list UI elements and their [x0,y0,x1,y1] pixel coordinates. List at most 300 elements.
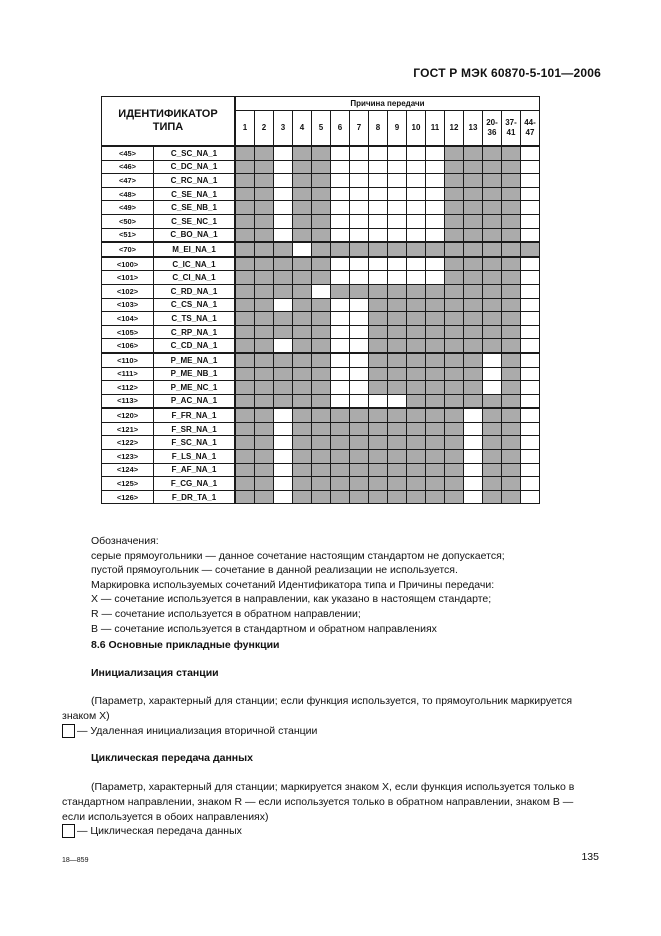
disallowed-cell [445,463,464,477]
marking-cell[interactable] [407,271,426,285]
disallowed-cell [407,381,426,395]
marking-cell[interactable] [521,339,540,353]
disallowed-cell [235,436,255,450]
marking-cell[interactable] [483,353,502,367]
table-row [102,367,540,381]
marking-cell[interactable] [350,394,369,408]
disallowed-cell [235,381,255,395]
type-name-cell: C_CI_NA_1 [154,271,236,285]
cyclic-transfer-label: — Циклическая передача данных [77,825,242,837]
marking-cell[interactable] [274,228,293,242]
marking-cell[interactable] [350,381,369,395]
marking-cell[interactable] [521,174,540,188]
marking-cell[interactable] [426,214,445,228]
disallowed-cell [445,436,464,450]
disallowed-cell [483,312,502,326]
disallowed-cell [235,477,255,491]
disallowed-cell [312,339,331,353]
disallowed-cell [464,214,483,228]
marking-cell[interactable] [274,160,293,174]
type-name-cell: C_RP_NA_1 [154,325,236,339]
disallowed-cell [502,477,521,491]
type-code-cell: <124> [102,463,154,477]
disallowed-cell [464,298,483,312]
marking-cell[interactable] [331,187,350,201]
type-name-cell: C_CS_NA_1 [154,298,236,312]
disallowed-cell [293,201,312,215]
marking-cell[interactable] [426,174,445,188]
type-code-cell: <47> [102,174,154,188]
disallowed-cell [331,242,350,257]
type-cause-table-wrapper [101,96,540,504]
marking-cell[interactable] [388,394,407,408]
marking-cell[interactable] [521,284,540,298]
marking-cell[interactable] [521,436,540,450]
disallowed-cell [445,422,464,436]
disallowed-cell [445,284,464,298]
marking-cell[interactable] [407,201,426,215]
disallowed-cell [502,381,521,395]
disallowed-cell [407,367,426,381]
disallowed-cell [388,325,407,339]
disallowed-cell [483,201,502,215]
marking-cell[interactable] [426,146,445,160]
marking-cell[interactable] [350,214,369,228]
table-row [102,490,540,504]
marking-cell[interactable] [521,312,540,326]
marking-cell[interactable] [331,174,350,188]
disallowed-cell [255,312,274,326]
type-name-cell: F_DR_TA_1 [154,490,236,504]
type-name-cell: C_SC_NA_1 [154,146,236,160]
marking-cell[interactable] [521,228,540,242]
cyclic-para-line3: если используется в обоих направлениях) [62,811,269,823]
marking-cell[interactable] [331,298,350,312]
marking-cell[interactable] [274,201,293,215]
disallowed-cell [255,271,274,285]
marking-cell[interactable] [464,477,483,491]
disallowed-cell [312,271,331,285]
marking-cell[interactable] [331,214,350,228]
disallowed-cell [293,436,312,450]
disallowed-cell [502,463,521,477]
marking-cell[interactable] [521,271,540,285]
cause-column-header: 11 [426,111,445,147]
disallowed-cell [464,174,483,188]
marking-cell[interactable] [464,450,483,464]
disallowed-cell [293,463,312,477]
marking-cell[interactable] [407,257,426,271]
marking-cell[interactable] [350,201,369,215]
disallowed-cell [235,146,255,160]
disallowed-cell [255,367,274,381]
disallowed-cell [235,298,255,312]
marking-cell[interactable] [331,339,350,353]
cause-column-header: 6 [331,111,350,147]
disallowed-cell [369,381,388,395]
disallowed-cell [293,477,312,491]
footer-print-mark: 18—859 [62,857,89,864]
type-name-cell: C_SE_NC_1 [154,214,236,228]
disallowed-cell [255,257,274,271]
marking-cell[interactable] [388,271,407,285]
disallowed-cell [350,242,369,257]
disallowed-cell [464,201,483,215]
disallowed-cell [274,325,293,339]
disallowed-cell [255,477,274,491]
marking-cell[interactable] [521,298,540,312]
disallowed-cell [464,160,483,174]
disallowed-cell [312,146,331,160]
disallowed-cell [388,367,407,381]
marking-cell[interactable] [407,174,426,188]
disallowed-cell [388,284,407,298]
disallowed-cell [464,271,483,285]
disallowed-cell [235,450,255,464]
disallowed-cell [312,408,331,422]
disallowed-cell [445,201,464,215]
disallowed-cell [235,367,255,381]
marking-cell[interactable] [350,257,369,271]
marking-cell[interactable] [388,201,407,215]
disallowed-cell [483,339,502,353]
disallowed-cell [293,146,312,160]
disallowed-cell [312,394,331,408]
marking-cell[interactable] [293,242,312,257]
marking-cell[interactable] [312,284,331,298]
marking-cell[interactable] [388,228,407,242]
table-row [102,160,540,174]
table-row [102,436,540,450]
marking-cell[interactable] [274,436,293,450]
type-name-cell: C_TS_NA_1 [154,312,236,326]
disallowed-cell [426,450,445,464]
marking-cell[interactable] [521,408,540,422]
disallowed-cell [445,271,464,285]
disallowed-cell [445,408,464,422]
marking-cell[interactable] [407,187,426,201]
disallowed-cell [502,490,521,504]
type-name-cell: F_SR_NA_1 [154,422,236,436]
marking-cell[interactable] [521,450,540,464]
disallowed-cell [293,381,312,395]
disallowed-cell [331,422,350,436]
marking-cell[interactable] [331,312,350,326]
marking-cell[interactable] [407,146,426,160]
disallowed-cell [369,312,388,326]
disallowed-cell [235,257,255,271]
disallowed-cell [464,242,483,257]
marking-cell[interactable] [369,228,388,242]
station-init-title: Инициализация станции [91,667,219,679]
marking-cell[interactable] [521,367,540,381]
disallowed-cell [426,490,445,504]
marking-cell[interactable] [350,228,369,242]
marking-cell[interactable] [464,408,483,422]
remote-init-label: — Удаленная инициализация вторичной станции [77,725,318,737]
disallowed-cell [235,201,255,215]
marking-cell[interactable] [521,325,540,339]
type-code-cell: <126> [102,490,154,504]
marking-cell[interactable] [521,214,540,228]
disallowed-cell [483,477,502,491]
disallowed-cell [502,422,521,436]
disallowed-cell [255,436,274,450]
marking-cell[interactable] [274,490,293,504]
disallowed-cell [274,353,293,367]
marking-cell[interactable] [331,228,350,242]
type-name-cell: C_RD_NA_1 [154,284,236,298]
marking-cell[interactable] [274,450,293,464]
marking-cell[interactable] [331,146,350,160]
marking-cell[interactable] [369,271,388,285]
marking-cell[interactable] [274,146,293,160]
type-name-cell: C_BO_NA_1 [154,228,236,242]
disallowed-cell [407,422,426,436]
marking-cell[interactable] [369,174,388,188]
marking-cell[interactable] [331,367,350,381]
type-code-cell: <121> [102,422,154,436]
disallowed-cell [369,325,388,339]
disallowed-cell [369,284,388,298]
marking-cell[interactable] [426,271,445,285]
disallowed-cell [464,339,483,353]
marking-cell[interactable] [426,160,445,174]
type-code-cell: <106> [102,339,154,353]
disallowed-cell [255,201,274,215]
disallowed-cell [483,228,502,242]
marking-cell[interactable] [388,160,407,174]
legend-line: Маркировка используемых сочетаний Идентификатора типа и Причины передачи: [91,578,495,591]
marking-cell[interactable] [274,463,293,477]
marking-cell[interactable] [350,325,369,339]
disallowed-cell [235,214,255,228]
marking-cell[interactable] [388,214,407,228]
marking-cell[interactable] [350,271,369,285]
disallowed-cell [235,284,255,298]
marking-cell[interactable] [521,463,540,477]
marking-cell[interactable] [350,312,369,326]
marking-cell[interactable] [521,257,540,271]
marking-cell[interactable] [350,187,369,201]
marking-cell[interactable] [350,298,369,312]
type-identifier-header-line1: ИДЕНТИФИКАТОР [118,108,218,120]
marking-cell[interactable] [369,187,388,201]
marking-cell[interactable] [388,174,407,188]
marking-cell[interactable] [521,394,540,408]
disallowed-cell [369,422,388,436]
disallowed-cell [235,312,255,326]
disallowed-cell [483,214,502,228]
marking-cell[interactable] [464,463,483,477]
cause-column-header: 10 [407,111,426,147]
disallowed-cell [483,463,502,477]
marking-cell[interactable] [331,325,350,339]
type-name-cell: P_ME_NA_1 [154,353,236,367]
marking-cell[interactable] [331,257,350,271]
disallowed-cell [369,339,388,353]
marking-cell[interactable] [274,298,293,312]
marking-cell[interactable] [464,422,483,436]
disallowed-cell [464,312,483,326]
cause-column-header: 2 [255,111,274,147]
marking-cell[interactable] [426,187,445,201]
marking-cell[interactable] [331,381,350,395]
disallowed-cell [388,242,407,257]
type-name-cell: F_AF_NA_1 [154,463,236,477]
disallowed-cell [445,490,464,504]
marking-cell[interactable] [350,367,369,381]
disallowed-cell [502,271,521,285]
disallowed-cell [445,339,464,353]
disallowed-cell [293,353,312,367]
disallowed-cell [445,228,464,242]
marking-cell[interactable] [483,367,502,381]
marking-cell[interactable] [388,257,407,271]
marking-cell[interactable] [274,174,293,188]
marking-cell[interactable] [369,201,388,215]
disallowed-cell [445,257,464,271]
disallowed-cell [502,436,521,450]
disallowed-cell [293,490,312,504]
disallowed-cell [255,214,274,228]
disallowed-cell [293,271,312,285]
legend-line: X — сочетание используется в направлении, как указано в настоящем стандарте; [91,593,492,606]
disallowed-cell [426,477,445,491]
marking-cell[interactable] [388,146,407,160]
disallowed-cell [464,325,483,339]
disallowed-cell [293,394,312,408]
marking-cell[interactable] [464,490,483,504]
disallowed-cell [312,381,331,395]
disallowed-cell [426,463,445,477]
marking-cell[interactable] [426,228,445,242]
remote-init-checkbox[interactable] [62,724,75,738]
marking-cell[interactable] [331,271,350,285]
disallowed-cell [502,353,521,367]
marking-cell[interactable] [274,339,293,353]
marking-cell[interactable] [407,228,426,242]
table-row [102,381,540,395]
marking-cell[interactable] [464,436,483,450]
marking-cell[interactable] [369,160,388,174]
disallowed-cell [445,312,464,326]
disallowed-cell [445,242,464,257]
type-name-cell: C_CD_NA_1 [154,339,236,353]
disallowed-cell [255,394,274,408]
disallowed-cell [426,422,445,436]
disallowed-cell [369,477,388,491]
disallowed-cell [255,422,274,436]
marking-cell[interactable] [274,187,293,201]
disallowed-cell [483,325,502,339]
marking-cell[interactable] [521,187,540,201]
cyclic-transfer-checkbox[interactable] [62,824,75,838]
legend-line: B — сочетание используется в стандартном и обратном направлениях [91,622,437,635]
type-name-cell: F_LS_NA_1 [154,450,236,464]
marking-cell[interactable] [426,201,445,215]
disallowed-cell [407,325,426,339]
marking-cell[interactable] [369,214,388,228]
marking-cell[interactable] [331,160,350,174]
marking-cell[interactable] [521,353,540,367]
disallowed-cell [445,477,464,491]
table-row [102,146,540,160]
marking-cell[interactable] [274,214,293,228]
marking-cell[interactable] [350,146,369,160]
disallowed-cell [274,381,293,395]
marking-cell[interactable] [350,160,369,174]
marking-cell[interactable] [274,477,293,491]
cause-column-header: 37- 41 [502,111,521,147]
marking-cell[interactable] [521,422,540,436]
disallowed-cell [274,312,293,326]
disallowed-cell [369,408,388,422]
disallowed-cell [464,353,483,367]
disallowed-cell [388,463,407,477]
marking-cell[interactable] [521,477,540,491]
marking-cell[interactable] [274,408,293,422]
marking-cell[interactable] [388,187,407,201]
disallowed-cell [274,257,293,271]
disallowed-cell [369,353,388,367]
marking-cell[interactable] [483,381,502,395]
disallowed-cell [255,298,274,312]
station-init-paragraph [62,694,602,724]
marking-cell[interactable] [331,394,350,408]
marking-cell[interactable] [521,160,540,174]
marking-cell[interactable] [521,490,540,504]
marking-cell[interactable] [350,339,369,353]
station-init-checkline [62,724,317,738]
disallowed-cell [293,339,312,353]
disallowed-cell [483,394,502,408]
type-name-cell: P_ME_NC_1 [154,381,236,395]
disallowed-cell [483,257,502,271]
disallowed-cell [312,298,331,312]
marking-cell[interactable] [521,201,540,215]
type-code-cell: <111> [102,367,154,381]
table-row [102,214,540,228]
marking-cell[interactable] [407,160,426,174]
disallowed-cell [502,228,521,242]
marking-cell[interactable] [407,214,426,228]
marking-cell[interactable] [274,422,293,436]
disallowed-cell [445,174,464,188]
table-row [102,284,540,298]
disallowed-cell [255,490,274,504]
marking-cell[interactable] [369,257,388,271]
marking-cell[interactable] [350,174,369,188]
disallowed-cell [502,201,521,215]
disallowed-cell [293,214,312,228]
disallowed-cell [255,284,274,298]
marking-cell[interactable] [350,353,369,367]
marking-cell[interactable] [331,201,350,215]
disallowed-cell [388,436,407,450]
marking-cell[interactable] [426,257,445,271]
disallowed-cell [293,408,312,422]
marking-cell[interactable] [521,381,540,395]
disallowed-cell [293,312,312,326]
marking-cell[interactable] [369,394,388,408]
cyclic-para-line1: (Параметр, характерный для станции; маркируется знаком X, если функция используется только в [91,781,575,793]
disallowed-cell [293,298,312,312]
marking-cell[interactable] [331,353,350,367]
marking-cell[interactable] [521,146,540,160]
cause-column-header: 8 [369,111,388,147]
marking-cell[interactable] [369,146,388,160]
